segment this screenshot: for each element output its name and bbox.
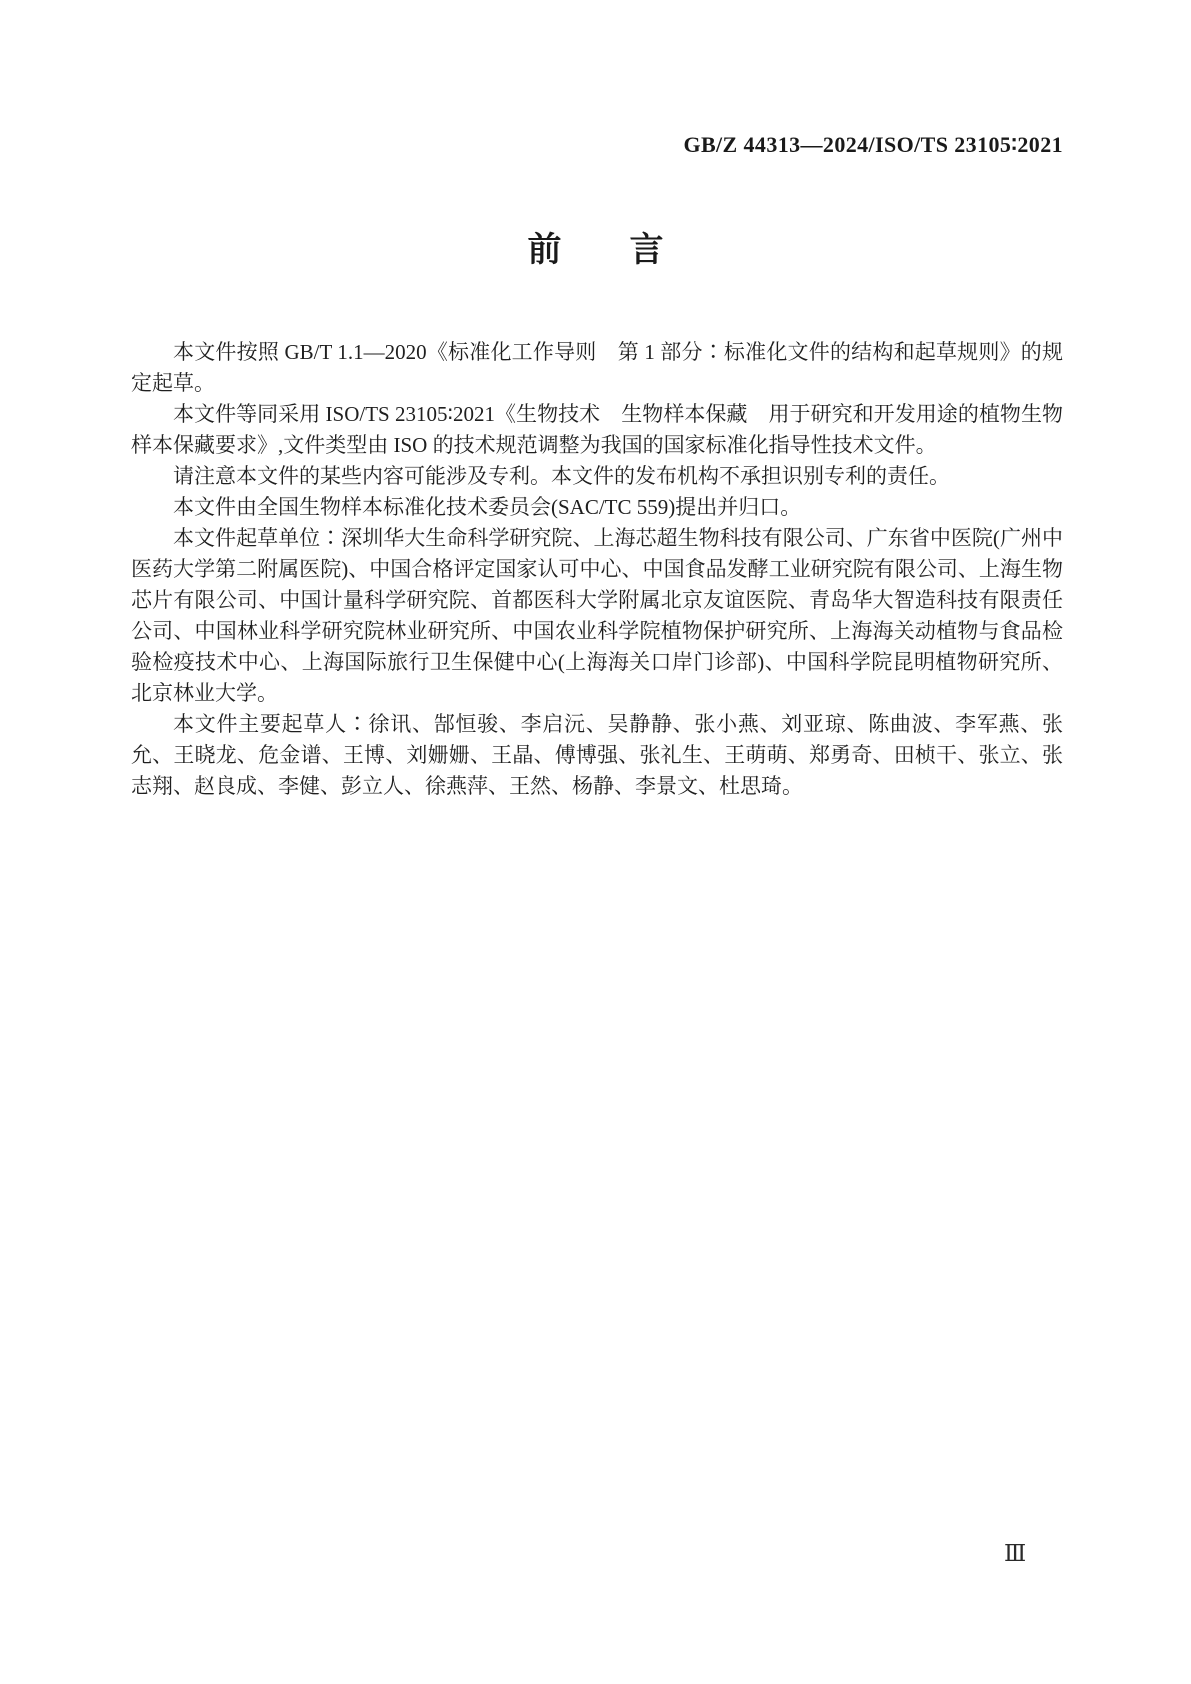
paragraph-patent-notice: 请注意本文件的某些内容可能涉及专利。本文件的发布机构不承担识别专利的责任。: [173, 464, 950, 488]
page-footer: [1004, 1541, 1026, 1567]
page-title: 前 言: [527, 231, 664, 269]
paragraph-drafters: 本文件主要起草人∶徐讯、郜恒骏、李启沅、吴静静、张小燕、刘亚琼、陈曲波、李军燕、张允、王晓龙、危金谱、王博、刘姗姗、王晶、傅博强、张礼生、王萌萌、郑勇奇、田桢干、张立、张志翔、赵良成、李健、彭立人、徐燕萍、王然、杨静、李景文、杜思琦。: [131, 712, 1063, 798]
paragraph-committee: 本文件由全国生物样本标准化技术委员会(SAC/TC 559)提出并归口。: [173, 495, 802, 519]
document-header: [683, 132, 1063, 158]
foreword-content: [131, 337, 1063, 802]
paragraph-drafting-rules: 本文件按照 GB/T 1.1—2020《标准化工作导则 第 1 部分∶标准化文件的结构和起草规则》的规定起草。: [131, 340, 1063, 395]
paragraph-iso-adoption: 本文件等同采用 ISO/TS 23105∶2021《生物技术 生物样本保藏 用于研究和开发用途的植物生物样本保藏要求》,文件类型由 ISO 的技术规范调整为我国的国家标准化指导性技术文件。: [131, 402, 1063, 457]
standard-number: GB/Z 44313—2024/ISO/TS 23105∶2021: [683, 132, 1063, 157]
paragraph-drafting-organizations: 本文件起草单位∶深圳华大生命科学研究院、上海芯超生物科技有限公司、广东省中医院(广州中医药大学第二附属医院)、中国合格评定国家认可中心、中国食品发酵工业研究院有限公司、上海生物芯片有限公司、中国计量科学研究院、首都医科大学附属北京友谊医院、青岛华大智造科技有限责任公司、中国林业科学研究院林业研究所、中国农业科学院植物保护研究所、上海海关动植物与食品检验检疫技术中心、上海国际旅行卫生保健中心(上海海关口岸门诊部)、中国科学院昆明植物研究所、北京林业大学。: [131, 526, 1063, 705]
page-number: Ⅲ: [1004, 1541, 1027, 1566]
